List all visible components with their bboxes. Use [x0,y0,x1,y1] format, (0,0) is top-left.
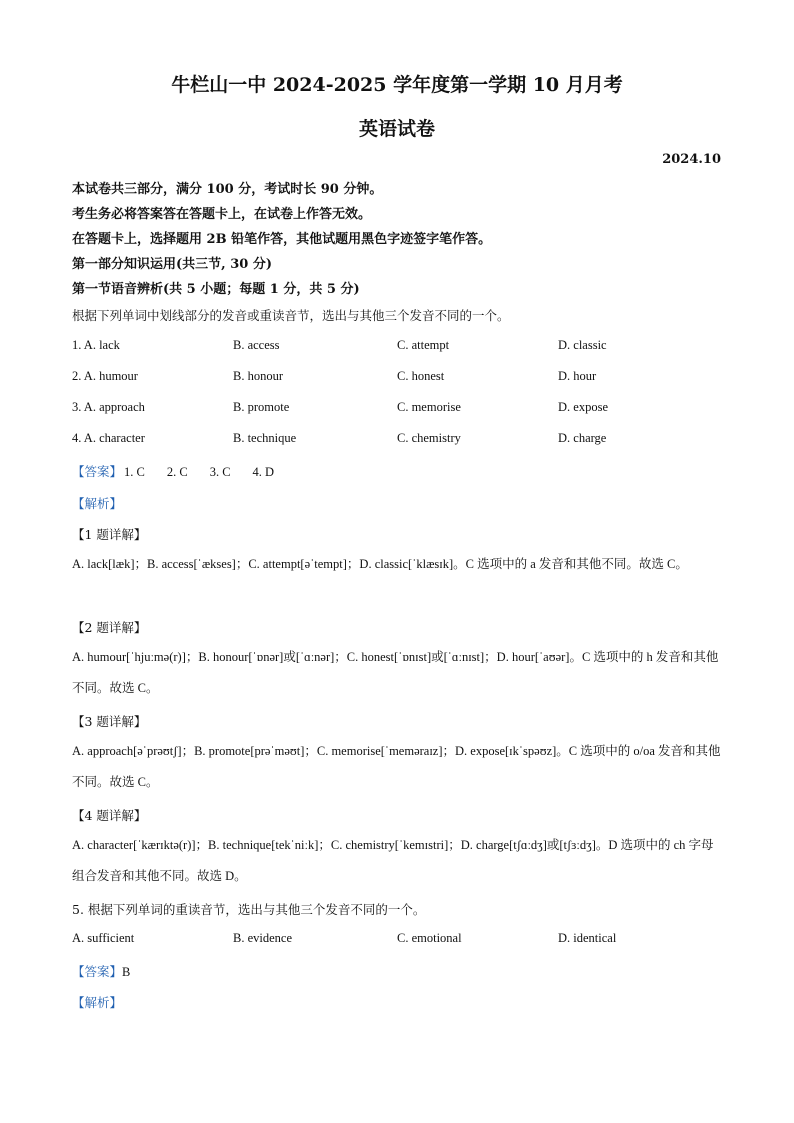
section-direction: 根据下列单词中划线部分的发音或重读音节，选出与其他三个发音不同的一个。 [72,308,510,323]
question-row [72,431,732,449]
exam-date: 2024.10 [662,152,721,167]
detail-tag: 【4 题详解】 [72,808,147,823]
detail-tag: 【3 题详解】 [72,714,147,729]
option-b: B. access [233,338,280,352]
exam-subtitle: 英语试卷 [358,118,435,140]
option-a: 2. A. humour [72,369,138,383]
question-row [72,400,732,418]
option-b: B. honour [233,369,283,383]
answer-item: 3. C [209,465,231,479]
option-a: A. sufficient [72,931,135,945]
answer-tag: 【答案】 [72,965,123,979]
question-row [72,369,732,387]
detail-text: A. humour[ˈhjuːmə(r)]；B. honour[ˈɒnər]或[ˈɑːnər]；C. honest[ˈɒnɪst]或[ˈɑːnɪst]；D. hour[ˈaʊər]。C 选项中的 h 发音和其他不同。故选 C。 [72,650,719,695]
answer-item: 1. C [124,465,145,479]
part-heading: 第一部分知识运用(共三节, 30 分) [72,257,272,272]
option-d: D. hour [558,369,597,383]
section-heading: 第一节语音辨析(共 5 小题；每题 1 分，共 5 分) [72,282,360,297]
option-c: C. attempt [397,338,450,352]
option-c: C. chemistry [397,431,461,445]
instruction-1: 本试卷共三部分，满分 100 分，考试时长 90 分钟。 [72,182,383,197]
option-d: D. classic [558,338,607,352]
option-c: C. emotional [397,931,462,945]
option-a: 3. A. approach [72,400,145,414]
question-5-stem: 5. 根据下列单词的重读音节，选出与其他三个发音不同的一个。 [72,902,426,917]
option-d: D. identical [558,931,617,945]
answer-value: B [122,965,131,979]
option-d: D. expose [558,400,608,414]
instruction-2: 考生务必将答案答在答题卡上，在试卷上作答无效。 [72,207,372,222]
option-c: C. honest [397,369,445,383]
detail-text: A. lack[læk]；B. access[ˈækses]；C. attempt[əˈtempt]；D. classic[ˈklæsɪk]。C 选项中的 a 发音和其他不同。故选 C。 [72,557,688,571]
answer-tag: 【答案】 [72,465,123,479]
exam-title: 牛栏山一中 2024-2025 学年度第一学期 10 月月考 [171,74,623,96]
detail-text: A. approach[əˈprəʊtʃ]；B. promote[prəˈməʊt]；C. memorise[ˈmeməraɪz]；D. expose[ɪkˈspəʊz]。C 选项中的 o/oa 发音和其他不同。故选 C。 [72,744,721,789]
option-d: D. charge [558,431,607,445]
option-b: B. technique [233,431,297,445]
analysis-tag: 【解析】 [72,995,123,1010]
detail-tag: 【1 题详解】 [72,527,147,542]
answer-item: 2. C [166,465,188,479]
detail-tag: 【2 题详解】 [72,620,147,635]
option-a: 1. A. lack [72,338,120,352]
option-b: B. promote [233,400,290,414]
option-b: B. evidence [233,931,293,945]
question-row [72,338,732,356]
question-row [72,931,732,949]
answer-line [72,462,732,480]
option-c: C. memorise [397,400,461,414]
analysis-tag: 【解析】 [72,496,123,511]
answer-line [72,962,732,980]
answer-item: 4. D [252,465,275,479]
detail-text: A. character[ˈkærɪktə(r)]；B. technique[tekˈniːk]；C. chemistry[ˈkemɪstri]；D. charge[tʃɑːdʒ]或[tʃɜːdʒ]。D 选项中的 ch 字母组合发音和其他不同。故选 D。 [72,838,714,883]
option-a: 4. A. character [72,431,145,445]
instruction-3: 在答题卡上，选择题用 2B 铅笔作答，其他试题用黑色字迹签字笔作答。 [72,232,492,247]
